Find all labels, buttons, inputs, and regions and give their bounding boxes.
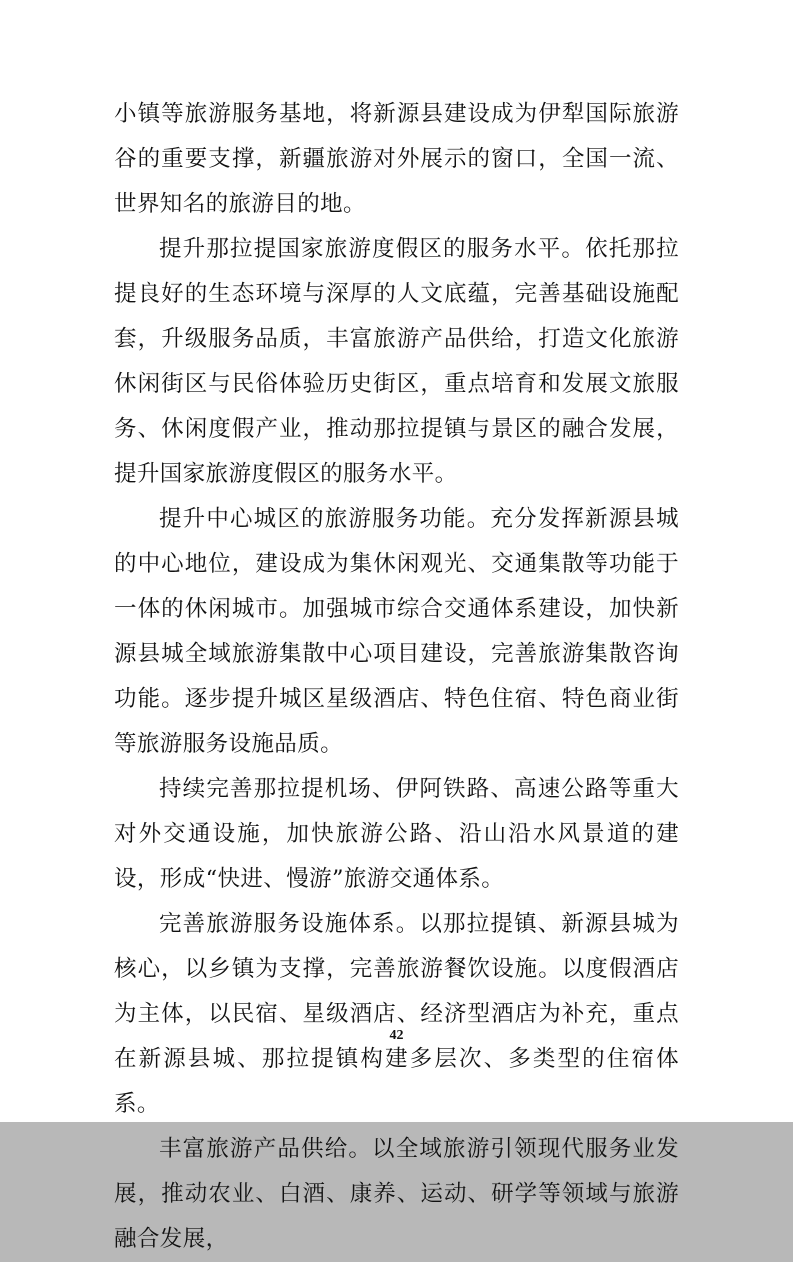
paragraph: 丰富旅游产品供给。以全域旅游引领现代服务业发展，推动农业、白酒、康养、运动、研学等领域与旅游融合发展， bbox=[114, 1136, 679, 1252]
paragraph: 完善旅游服务设施体系。以那拉提镇、新源县城为核心，以乡镇为支撑，完善旅游餐饮设施。以度假酒店为主体，以民宿、星级酒店、经济型酒店为补充，重点在新源县城、那拉提镇构建多层次、多类型的住宿体系。 bbox=[114, 911, 679, 1117]
page-body bbox=[114, 92, 679, 1262]
paragraph: 提升中心城区的旅游服务功能。充分发挥新源县城的中心地位，建设成为集休闲观光、交通集散等功能于一体的休闲城市。加强城市综合交通体系建设，加快新源县城全域旅游集散中心项目建设，完善旅游集散咨询功能。逐步提升城区星级酒店、特色住宿、特色商业街等旅游服务设施品质。 bbox=[114, 506, 679, 757]
paragraph: 提升那拉提国家旅游度假区的服务水平。依托那拉提良好的生态环境与深厚的人文底蕴，完善基础设施配套，升级服务品质，丰富旅游产品供给，打造文化旅游休闲街区与民俗体验历史街区，重点培育和发展文旅服务、休闲度假产业，推动那拉提镇与景区的融合发展，提升国家旅游度假区的服务水平。 bbox=[114, 236, 679, 487]
paragraph: 持续完善那拉提机场、伊阿铁路、高速公路等重大对外交通设施，加快旅游公路、沿山沿水风景道的建设，形成“快进、慢游”旅游交通体系。 bbox=[114, 776, 679, 892]
page-number: 42 bbox=[389, 1028, 404, 1043]
paragraph: 小镇等旅游服务基地，将新源县建设成为伊犁国际旅游谷的重要支撑，新疆旅游对外展示的窗口，全国一流、世界知名的旅游目的地。 bbox=[114, 101, 679, 217]
